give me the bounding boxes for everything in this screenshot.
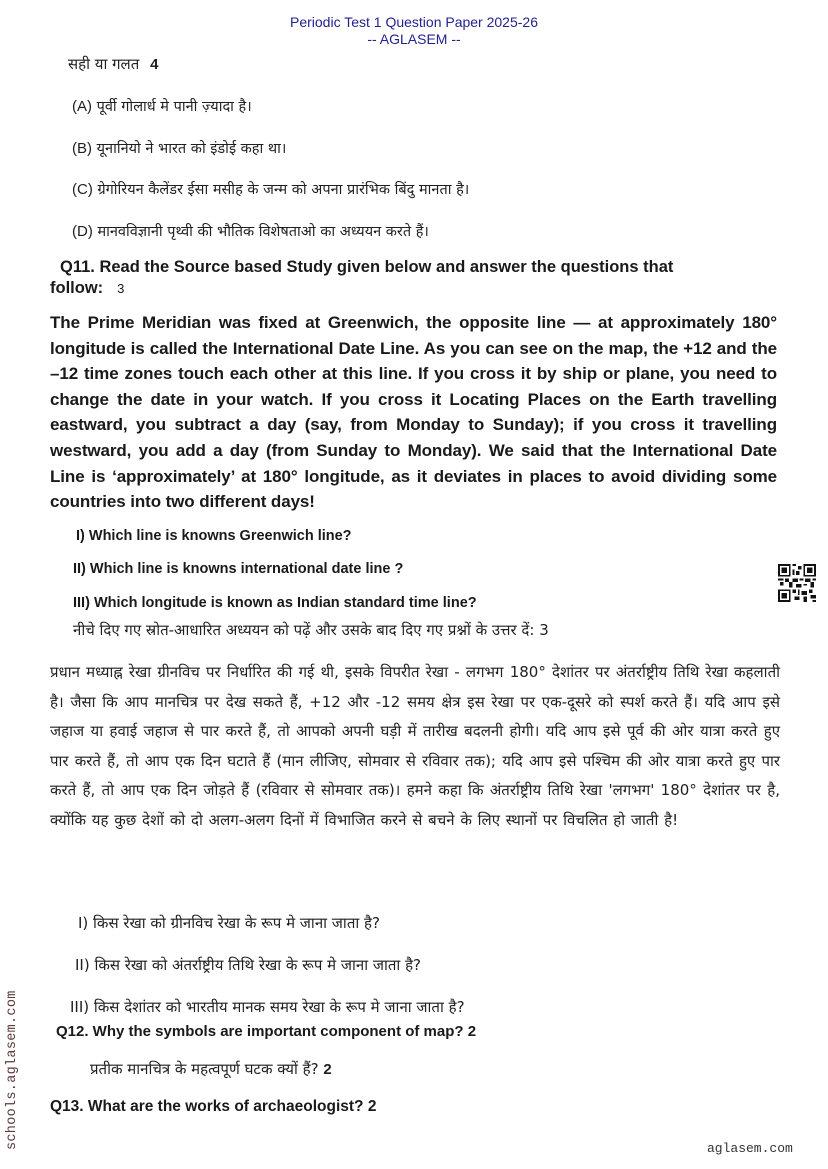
true-false-title [68,54,158,74]
footer-watermark: aglasem.com [707,1141,793,1156]
tf-item-text: मानवविज्ञानी पृथ्वी की भौतिक विशेषताओ का अध्ययन करते हैं। [97,224,429,240]
q12-question: Q12. Why the symbols are important component of map? 2 [56,1023,477,1040]
tf-item-label: (D) [72,223,93,240]
q11-hindi-passage: प्रधान मध्याह्न रेखा ग्रीनविच पर निर्धारित की गई थी, इसके विपरीत रेखा - लगभग 180° देशांतर पर अंतर्राष्ट्रीय तिथि रेखा कहलाती है। जैसा कि आप मानचित्र पर देख सकते हैं, +12 और -12 समय क्षेत्र इस रेखा पर एक-दूसरे को स्पर्श करते हैं। यदि आप इसे जहाज या हवाई जहाज से पार करते हैं, तो आपको अपनी घड़ी में तारीख बदलनी होगी। यदि आप इसे पूर्व की ओर यात्रा करते हुए पार करते हैं, तो आप एक दिन घटाते हैं (मान लीजिए, सोमवार से रविवार तक); यदि आप इसे पश्चिम की ओर यात्रा करते हुए पार करते हैं, तो आप एक दिन जोड़ते हैं (रविवार से सोमवार तक)। हमने कहा कि अंतर्राष्ट्रीय तिथि रेखा 'लगभग' 180° देशांतर पर है, क्योंकि यह कुछ देशों को दो अलग-अलग दिनों में विभाजित करने से बचने के लिए स्थानों पर विचलित हो जाती है! [50,663,780,829]
tf-item-c [72,179,469,199]
q11-marks: 3 [117,281,125,296]
q11-question-2: II) Which line is knowns international date line ? [73,561,404,577]
tf-item-label: (A) [72,98,92,115]
header-subtitle: -- AGLASEM -- [367,31,461,47]
q12-hindi-marks: 2 [323,1061,332,1078]
page-header [0,14,828,48]
tf-item-d [72,221,429,241]
q11-question-1: I) Which line is knowns Greenwich line? [76,528,352,544]
q11-hindi-intro: नीचे दिए गए स्रोत-आधारित अध्ययन को पढ़ें और उसके बाद दिए गए प्रश्नों के उत्तर दें: 3 [73,621,549,639]
true-false-marks: 4 [150,56,159,73]
tf-item-a [72,96,252,116]
side-watermark: schools.aglasem.com [5,990,20,1150]
q11-hindi-question-2: II) किस रेखा को अंतर्राष्ट्रीय तिथि रेखा के रूप मे जाना जाता है? [75,956,421,974]
tf-item-label: (C) [72,181,93,198]
tf-item-b [72,138,286,158]
q11-heading-line1: Q11. Read the Source based Study given below and answer the questions that [60,258,674,276]
q11-hindi-question-3: III) किस देशांतर को भारतीय मानक समय रेखा के रूप मे जाना जाता है? [70,998,465,1016]
q11-heading [50,257,780,299]
q11-passage: The Prime Meridian was fixed at Greenwich, the opposite line — at approximately 180° longitude is called the International Date Line. As you can see on the map, the +12 and the –12 time zones touch each other at this line. If you cross it by ship or plane, you need to change the date in your watch. If you cross it Locating Places on the Earth travelling eastward, you subtract a day (say, from Monday to Sunday); if you cross it travelling westward, you add a day (from Sunday to Monday). We said that the International Date Line is ‘approximately’ at 180° longitude, as it deviates in places to avoid dividing some countries into two different days! [50,313,777,512]
tf-item-label: (B) [72,140,92,157]
tf-item-text: यूनानियो ने भारत को इंडोई कहा था। [96,141,287,157]
q13-question: Q13. What are the works of archaeologist? 2 [50,1098,377,1115]
q11-hindi-question-1: I) किस रेखा को ग्रीनविच रेखा के रूप मे जाना जाता है? [78,914,380,932]
q12-hindi-text: प्रतीक मानचित्र के महत्वपूर्ण घटक क्यों हैं? [90,1060,319,1078]
q11-question-3: III) Which longitude is known as Indian standard time line? [73,595,477,611]
q11-heading-line2: follow: [50,279,104,297]
q12-hindi [90,1059,332,1079]
header-title: Periodic Test 1 Question Paper 2025-26 [289,14,538,30]
qr-code-icon [778,564,816,602]
true-false-title-text: सही या गलत [68,55,140,73]
tf-item-text: ग्रेगोरियन कैलेंडर ईसा मसीह के जन्म को अपना प्रारंभिक बिंदु मानता है। [97,182,470,198]
tf-item-text: पूर्वी गोलार्ध मे पानी ज़्यादा है। [96,99,252,115]
